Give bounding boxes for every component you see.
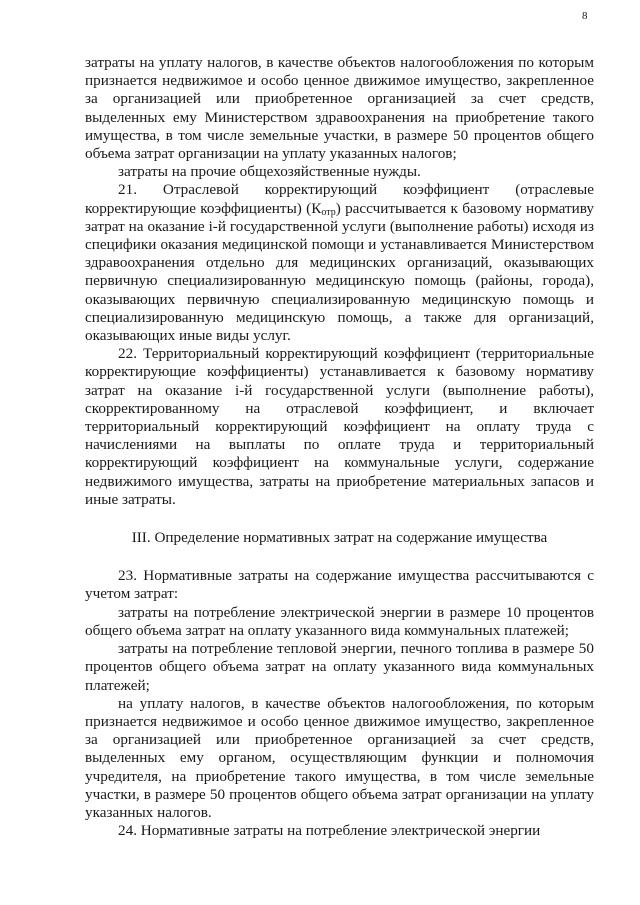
section-heading: III. Определение нормативных затрат на содержание имущества (131, 529, 548, 547)
paragraph-21-subscript: отр (321, 206, 336, 218)
paragraph-21-sector-coefficient (85, 181, 594, 345)
paragraph-other-needs: затраты на прочие общехозяйственные нужды. (118, 163, 421, 181)
paragraph-23-maintenance-costs: 23. Нормативные затраты на содержание имущества рассчитываются с учетом затрат: (85, 567, 594, 603)
document-body (85, 54, 594, 840)
paragraph-24-electricity: 24. Нормативные затраты на потребление электрической энергии (118, 822, 541, 840)
paragraph-taxes-property: затраты на уплату налогов, в качестве объектов налогообложения по которым признается недвижимое и особо ценное движимое имущество, закрепленное за организацией или приобретенное организацией за счет средств, выделенных ему Министерством здравоохранения на приобретение такого имущества, в том числе земельные участки, в размере 50 процентов общего объема затрат организации на уплату указанных налогов; (85, 54, 594, 163)
paragraph-heating-costs: затраты на потребление тепловой энергии, печного топлива в размере 50 процентов общего объема затрат на оплату указанного вида коммунальных платежей; (85, 640, 594, 694)
paragraph-property-taxes: на уплату налогов, в качестве объектов налогообложения, по которым признается недвижимое и особо ценное движимое имущество, закрепленное за организацией или приобретенное организацией за счет средств, выделенных ему органом, осуществляющим функции и полномочия учредителя, на приобретение такого имущества, в том числе земельные участки, в размере 50 процентов общего объема затрат организации на уплату указанных налогов. (85, 694, 594, 821)
paragraph-21-text-after: ) рассчитывается к базовому нормативу затрат на оказание i-й государственной услуги (выполнение работы) исходя из специфики оказания медицинской помощи и устанавливается Министерством здравоохранения отдельно для медицинских организаций, оказывающих первичную специализированную медицинскую помощь (районы, города), оказывающих первичную специализированную медицинскую помощь и специализированную медицинскую помощь, а также для организаций, оказывающих иные виды услуг. (85, 199, 595, 345)
page-number: 8 (582, 10, 588, 22)
paragraph-22-territorial-coefficient: 22. Территориальный корректирующий коэффициент (территориальные корректирующие коэффициенты) устанавливается к базовому нормативу затрат на оказание i-й государственной услуги (выполнение работы), скорректированному на отраслевой коэффициент, и включает территориальный корректирующий коэффициент на оплату труда с начислениями на выплаты по оплате труда и территориальный корректирующий коэффициент на коммунальные услуги, содержание недвижимого имущества, затраты на приобретение материальных запасов и иные затраты. (85, 345, 594, 508)
paragraph-21-text-before: 21. Отраслевой корректирующий коэффициент (отраслевые корректирующие коэффициенты) (К (85, 181, 594, 217)
paragraph-electricity-costs: затраты на потребление электрической энергии в размере 10 процентов общего объема затрат на оплату указанного вида коммунальных платежей; (85, 603, 594, 639)
